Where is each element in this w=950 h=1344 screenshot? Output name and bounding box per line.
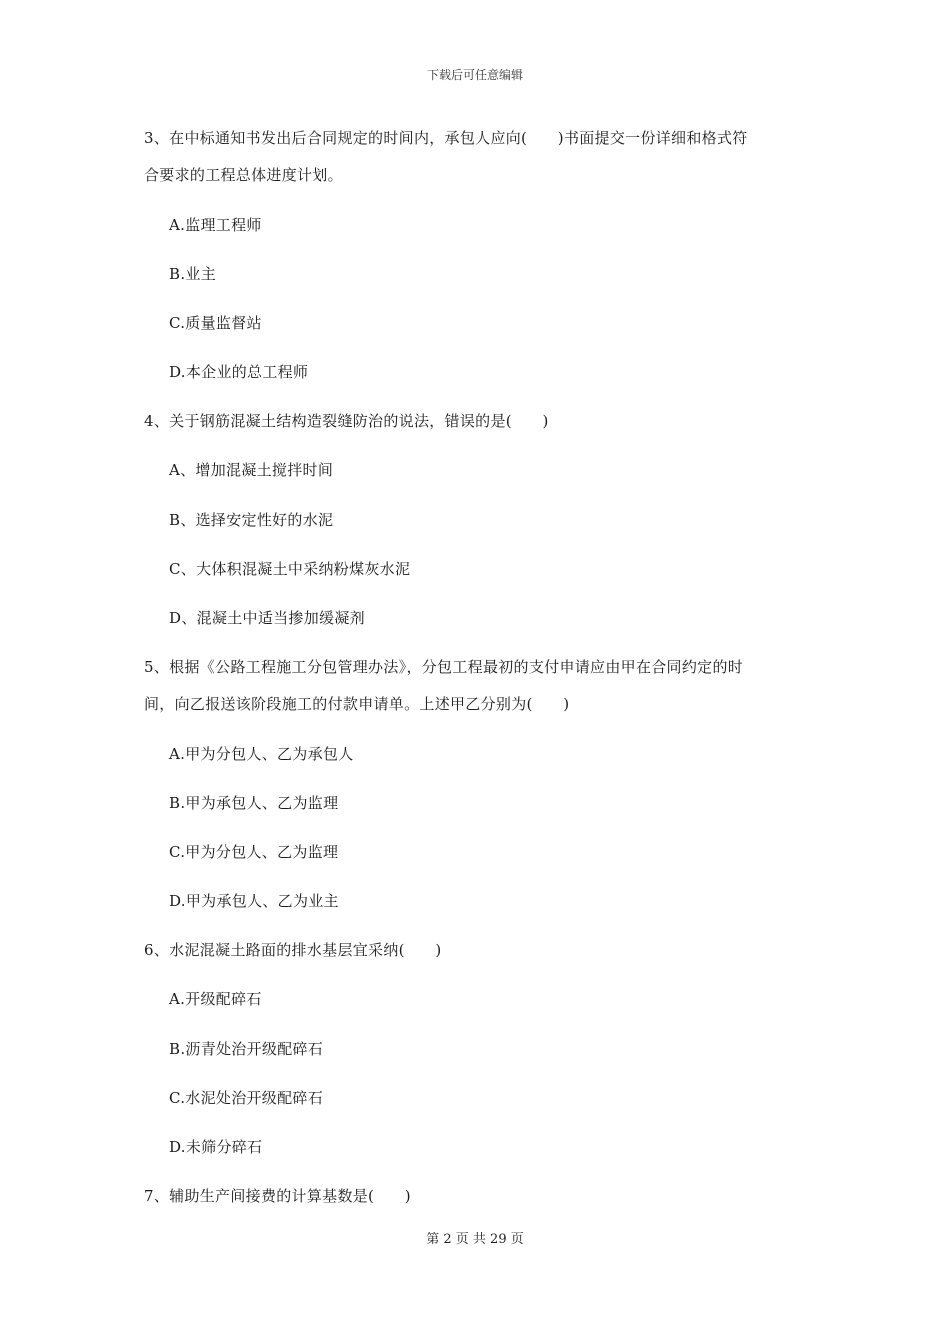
question-3-option-c: C.质量监督站 [169,314,262,332]
page-footer: 第 2 页 共 29 页 [426,1232,524,1247]
question-4-option-b: B、选择安定性好的水泥 [169,511,334,529]
question-7-stem-line-1: 7、辅助生产间接费的计算基数是( ) [144,1187,411,1205]
question-3-option-b: B.业主 [169,265,216,283]
question-5-stem-line-1: 5、根据《公路工程施工分包管理办法》，分包工程最初的支付申请应由甲在合同约定的时 [144,658,744,676]
question-4-option-c: C、大体积混凝土中采纳粉煤灰水泥 [169,560,411,578]
question-6-option-b: B.沥青处治开级配碎石 [169,1040,324,1058]
question-5-option-b: B.甲为承包人、乙为监理 [169,794,339,812]
question-3-option-a: A.监理工程师 [169,216,262,234]
question-5-option-d: D.甲为承包人、乙为业主 [169,892,339,910]
question-6-option-d: D.未筛分碎石 [169,1138,263,1156]
question-4-stem-line-1: 4、关于钢筋混凝土结构造裂缝防治的说法，错误的是( ) [144,412,549,430]
question-6-option-a: A.开级配碎石 [169,990,262,1008]
question-3-stem-line-1: 3、在中标通知书发出后合同规定的时间内，承包人应向( )书面提交一份详细和格式符 [144,129,748,147]
page-header: 下载后可任意编辑 [426,68,523,82]
question-6-option-c: C.水泥处治开级配碎石 [169,1089,324,1107]
question-4-option-a: A、增加混凝土搅拌时间 [169,461,334,479]
question-5-option-c: C.甲为分包人、乙为监理 [169,843,339,861]
question-5-option-a: A.甲为分包人、乙为承包人 [169,745,354,763]
question-4-option-d: D、混凝土中适当掺加缓凝剂 [169,609,365,627]
question-3-stem-line-2: 合要求的工程总体进度计划。 [144,166,343,184]
question-3-option-d: D.本企业的总工程师 [169,363,309,381]
question-6-stem-line-1: 6、水泥混凝土路面的排水基层宜采纳( ) [144,941,442,959]
question-5-stem-line-2: 间，向乙报送该阶段施工的付款申请单。上述甲乙分别为( ) [144,695,570,713]
